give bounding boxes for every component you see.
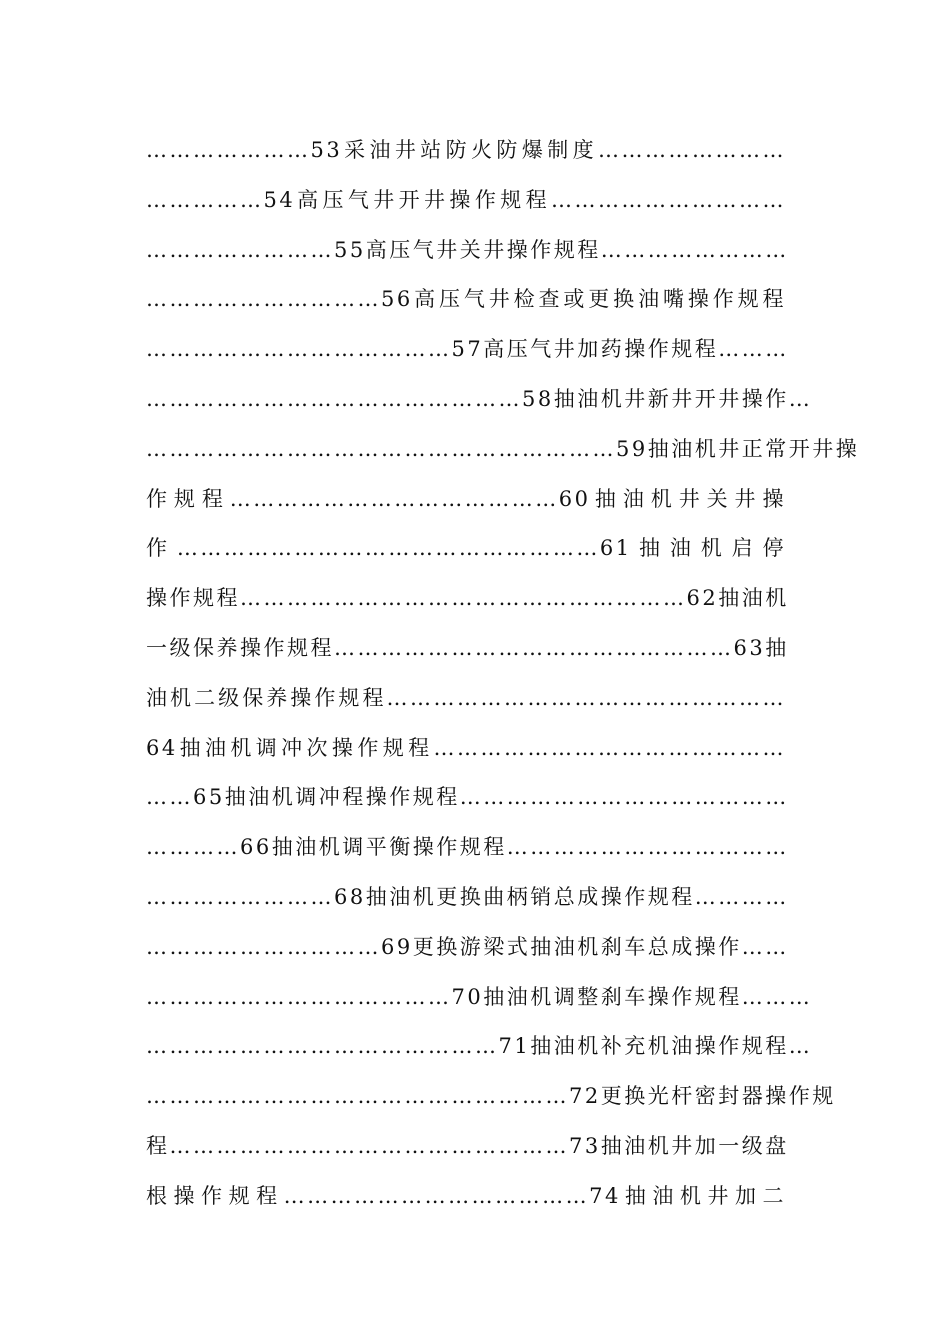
toc-line: ……………………………………………………59抽油机井正常开井操 (146, 436, 860, 461)
toc-line: 64抽油机调冲次操作规程……………………………………… (146, 735, 786, 760)
toc-line: 根操作规程…………………………………74抽油机井加二 (146, 1183, 786, 1208)
toc-line: ……65抽油机调冲程操作规程…………………………………… (146, 785, 789, 810)
toc-line: …………………53采油井站防火防爆制度…………………… (146, 138, 786, 162)
toc-line: …………………………………57高压气井加药操作规程……… (146, 337, 789, 362)
toc-line: …………………………69更换游梁式抽油机刹车总成操作…… (146, 934, 789, 959)
table-of-contents (146, 126, 860, 1222)
toc-line: ……………54高压气井开井操作规程………………………… (146, 187, 786, 212)
toc-line: ………………………………………………72更换光杆密封器操作规 (146, 1084, 836, 1109)
toc-line: 油机二级保养操作规程…………………………………………… (146, 685, 786, 710)
toc-line: …………………………56高压气井检查或更换油嘴操作规程 (146, 287, 786, 312)
toc-line: 操作规程…………………………………………………62抽油机 (146, 586, 789, 611)
toc-line: 一级保养操作规程……………………………………………63抽 (146, 635, 789, 660)
toc-line: ………………………………………71抽油机补充机油操作规程… (146, 1034, 813, 1059)
toc-line: ……………………68抽油机更换曲柄销总成操作规程………… (146, 884, 789, 909)
toc-line: …………………………………………58抽油机井新井开井操作… (146, 386, 813, 411)
toc-line: 程……………………………………………73抽油机井加一级盘 (146, 1133, 789, 1158)
toc-line: …………66抽油机调平衡操作规程……………………………… (146, 835, 789, 860)
toc-line: 作规程……………………………………60抽油机井关井操 (146, 486, 786, 511)
toc-line: 作………………………………………………61抽油机启停 (146, 536, 786, 561)
toc-line: ……………………55高压气井关井操作规程…………………… (146, 237, 789, 262)
toc-line: …………………………………70抽油机调整刹车操作规程……… (146, 984, 813, 1009)
